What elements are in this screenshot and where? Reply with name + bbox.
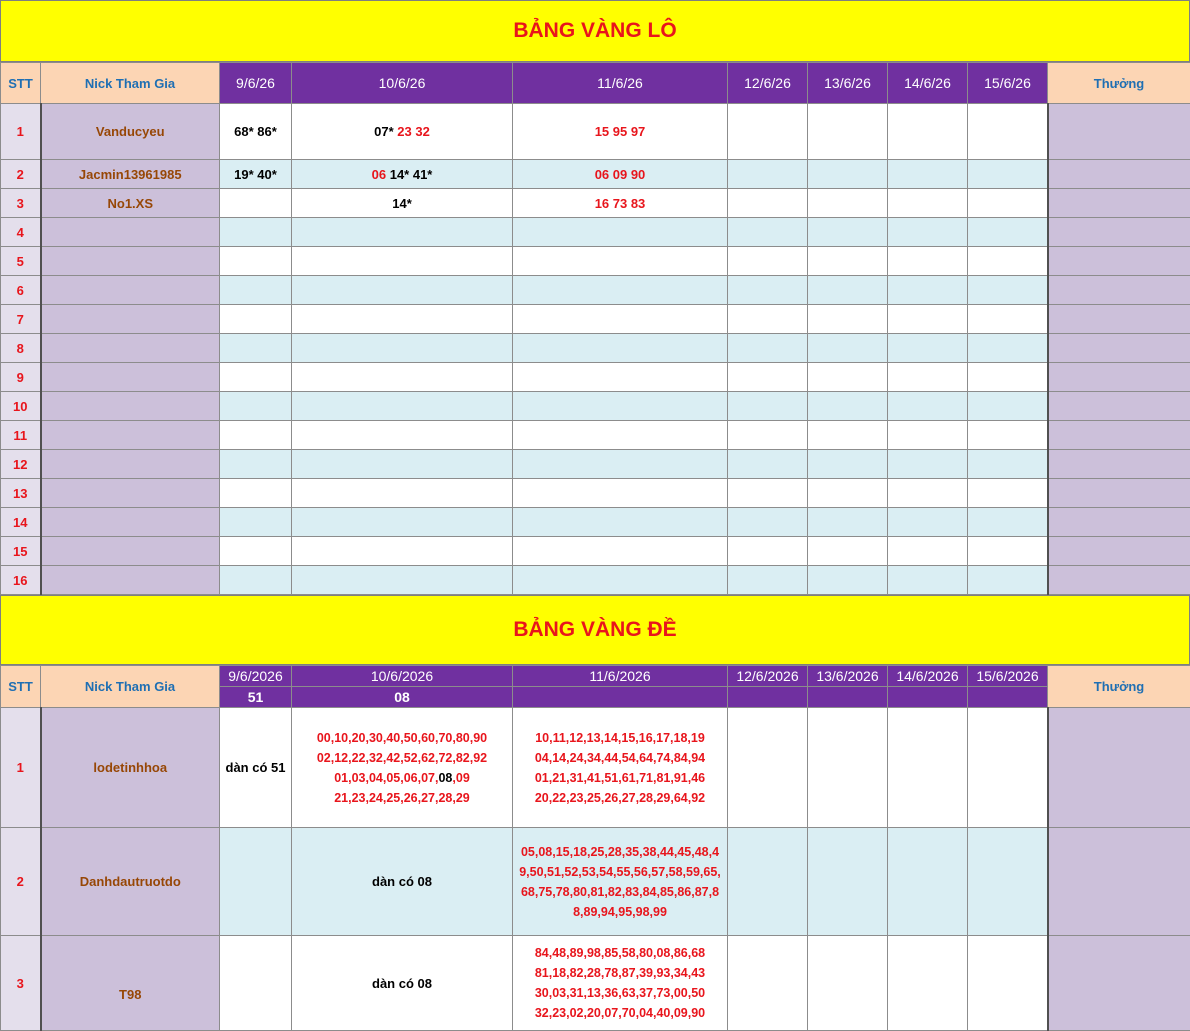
row-prize	[1048, 708, 1190, 828]
table-row	[1, 566, 1190, 595]
row-prize	[1048, 936, 1190, 1031]
de-header-nick: Nick Tham Gia	[41, 666, 220, 708]
row-prize	[1048, 566, 1190, 595]
de-result: 51	[220, 687, 292, 708]
number-line: 02,12,22,32,42,52,62,72,82,92	[316, 750, 488, 765]
table-row	[1, 104, 1190, 160]
cell-empty	[220, 828, 292, 936]
cell-empty	[808, 104, 888, 160]
cell-empty	[513, 305, 728, 334]
cell-empty	[220, 450, 292, 479]
lo-header-nick: Nick Tham Gia	[41, 63, 220, 104]
number-line: 68,75,78,80,81,82,83,84,85,86,87,8	[520, 884, 720, 899]
cell-empty	[888, 450, 968, 479]
cell-empty	[888, 421, 968, 450]
row-nick	[41, 479, 220, 508]
cell-empty	[968, 392, 1048, 421]
cell-empty	[968, 828, 1048, 936]
cell-empty	[292, 276, 513, 305]
row-nick	[41, 334, 220, 363]
lo-header-stt: STT	[1, 63, 41, 104]
cell-9-6: 19* 40*	[220, 160, 292, 189]
row-stt: 16	[1, 566, 41, 595]
lo-header-row	[1, 63, 1190, 104]
row-stt: 13	[1, 479, 41, 508]
row-nick: T98	[41, 936, 220, 1031]
de-result	[808, 687, 888, 708]
table-row	[1, 218, 1190, 247]
cell-empty	[968, 276, 1048, 305]
de-header-date: 15/6/2026	[968, 666, 1048, 687]
row-prize	[1048, 305, 1190, 334]
row-stt: 2	[1, 160, 41, 189]
row-nick: Jacmin13961985	[41, 160, 220, 189]
cell-empty	[292, 450, 513, 479]
row-prize	[1048, 828, 1190, 936]
cell-empty	[808, 189, 888, 218]
number-line: 8,89,94,95,98,99	[573, 904, 667, 919]
cell-empty	[808, 450, 888, 479]
cell-empty	[292, 537, 513, 566]
cell-empty	[513, 479, 728, 508]
cell-empty	[220, 566, 292, 595]
cell-empty	[968, 708, 1048, 828]
row-prize	[1048, 363, 1190, 392]
cell-empty	[968, 566, 1048, 595]
row-nick	[41, 537, 220, 566]
row-stt: 5	[1, 247, 41, 276]
cell-empty	[808, 363, 888, 392]
cell-empty	[728, 276, 808, 305]
cell-10-6	[292, 104, 513, 160]
row-prize	[1048, 508, 1190, 537]
number-line: 32,23,02,20,07,70,04,40,09,90	[534, 1006, 706, 1020]
cell-empty	[292, 334, 513, 363]
cell-empty	[888, 305, 968, 334]
cell-empty	[728, 218, 808, 247]
de-header-row	[1, 666, 1190, 687]
row-stt: 4	[1, 218, 41, 247]
cell-empty	[968, 218, 1048, 247]
row-prize	[1048, 160, 1190, 189]
cell-empty	[888, 160, 968, 189]
cell-text-red: 06	[371, 166, 387, 182]
table-row	[1, 334, 1190, 363]
de-header-prize: Thưởng	[1048, 666, 1190, 708]
row-nick	[41, 392, 220, 421]
row-stt: 8	[1, 334, 41, 363]
cell-empty	[808, 508, 888, 537]
cell-empty	[728, 392, 808, 421]
cell-empty	[728, 104, 808, 160]
row-nick	[41, 566, 220, 595]
cell-11-6	[513, 828, 728, 936]
cell-11-6: 15 95 97	[513, 104, 728, 160]
cell-empty	[808, 828, 888, 936]
cell-empty	[220, 276, 292, 305]
cell-empty	[808, 247, 888, 276]
cell-empty	[808, 305, 888, 334]
cell-empty	[888, 566, 968, 595]
cell-text-black: 07*	[374, 124, 394, 139]
cell-empty	[220, 479, 292, 508]
lo-header-date: 9/6/26	[220, 63, 292, 104]
row-prize	[1048, 218, 1190, 247]
lo-title: BẢNG VÀNG LÔ	[513, 19, 677, 42]
cell-empty	[888, 276, 968, 305]
cell-empty	[888, 104, 968, 160]
cell-11-6	[513, 708, 728, 828]
table-row	[1, 421, 1190, 450]
table-row	[1, 392, 1190, 421]
cell-empty	[888, 392, 968, 421]
de-header-stt: STT	[1, 666, 41, 708]
cell-empty	[728, 566, 808, 595]
cell-10-6	[292, 708, 513, 828]
cell-empty	[888, 537, 968, 566]
cell-empty	[220, 508, 292, 537]
lo-header-prize: Thưởng	[1048, 63, 1190, 104]
row-prize	[1048, 189, 1190, 218]
de-header-date: 11/6/2026	[513, 666, 728, 687]
number-line: 81,18,82,28,78,87,39,93,34,43	[534, 966, 706, 980]
number-line: 00,10,20,30,40,50,60,70,80,90	[316, 730, 488, 745]
cell-empty	[292, 305, 513, 334]
cell-empty	[513, 421, 728, 450]
cell-empty	[888, 708, 968, 828]
cell-empty	[513, 392, 728, 421]
row-stt: 11	[1, 421, 41, 450]
cell-empty	[968, 479, 1048, 508]
row-stt: 12	[1, 450, 41, 479]
lo-header-date: 12/6/26	[728, 63, 808, 104]
table-row	[1, 363, 1190, 392]
lo-header-date: 15/6/26	[968, 63, 1048, 104]
cell-empty	[220, 936, 292, 1031]
number-line	[292, 768, 512, 788]
number-line: 9,50,51,52,53,54,55,56,57,58,59,65,	[519, 864, 721, 879]
row-prize	[1048, 247, 1190, 276]
cell-empty	[808, 276, 888, 305]
cell-empty	[292, 421, 513, 450]
row-prize	[1048, 450, 1190, 479]
row-nick	[41, 276, 220, 305]
cell-empty	[968, 104, 1048, 160]
row-nick	[41, 305, 220, 334]
cell-empty	[968, 305, 1048, 334]
cell-empty	[968, 160, 1048, 189]
number-line: 84,48,89,98,85,58,80,08,86,68	[534, 946, 706, 960]
de-table	[0, 665, 1190, 1031]
row-nick	[41, 363, 220, 392]
de-header-date: 10/6/2026	[292, 666, 513, 687]
row-nick	[41, 508, 220, 537]
row-stt: 6	[1, 276, 41, 305]
cell-empty	[728, 247, 808, 276]
cell-empty	[808, 392, 888, 421]
cell-empty	[728, 363, 808, 392]
table-row	[1, 936, 1190, 1031]
cell-empty	[808, 421, 888, 450]
row-nick: No1.XS	[41, 189, 220, 218]
cell-11-6: 06 09 90	[513, 160, 728, 189]
cell-10-6: dàn có 08	[292, 828, 513, 936]
cell-empty	[808, 160, 888, 189]
lo-header-date: 13/6/26	[808, 63, 888, 104]
cell-empty	[292, 218, 513, 247]
table-row	[1, 276, 1190, 305]
lo-title-bar	[0, 0, 1190, 62]
table-row	[1, 160, 1190, 189]
cell-empty	[220, 334, 292, 363]
cell-empty	[808, 537, 888, 566]
cell-empty	[513, 247, 728, 276]
row-prize	[1048, 479, 1190, 508]
row-prize	[1048, 537, 1190, 566]
cell-text-red: 23 32	[397, 124, 430, 139]
cell-9-6: 68* 86*	[220, 104, 292, 160]
cell-10-6	[292, 160, 513, 189]
cell-empty	[513, 363, 728, 392]
cell-11-6	[513, 936, 728, 1031]
cell-empty	[968, 421, 1048, 450]
row-nick	[41, 450, 220, 479]
cell-empty	[220, 537, 292, 566]
row-nick: Danhdautruotdo	[41, 828, 220, 936]
table-row	[1, 189, 1190, 218]
cell-empty	[888, 247, 968, 276]
row-stt: 15	[1, 537, 41, 566]
number-line: 30,03,31,13,36,63,37,73,00,50	[534, 986, 706, 1000]
row-stt: 3	[1, 936, 41, 1031]
de-result	[513, 687, 728, 708]
cell-empty	[808, 566, 888, 595]
number-line: 20,22,23,25,26,27,28,29,64,92	[534, 790, 706, 805]
cell-empty	[292, 479, 513, 508]
number-line: 01,21,31,41,51,61,71,81,91,46	[534, 770, 706, 785]
cell-11-6: 16 73 83	[513, 189, 728, 218]
cell-empty	[968, 450, 1048, 479]
cell-empty	[728, 936, 808, 1031]
cell-empty	[292, 247, 513, 276]
cell-empty	[220, 305, 292, 334]
de-result: 08	[292, 687, 513, 708]
cell-empty	[220, 247, 292, 276]
cell-empty	[968, 508, 1048, 537]
number-hit: 08	[438, 770, 453, 785]
cell-empty	[728, 334, 808, 363]
cell-text-black: 14* 41*	[389, 166, 433, 182]
cell-empty	[888, 479, 968, 508]
cell-10-6: 14*	[292, 189, 513, 218]
cell-empty	[808, 479, 888, 508]
lo-header-date: 11/6/26	[513, 63, 728, 104]
row-prize	[1048, 392, 1190, 421]
cell-empty	[728, 828, 808, 936]
de-header-date: 14/6/2026	[888, 666, 968, 687]
row-nick: lodetinhhoa	[41, 708, 220, 828]
cell-empty	[292, 508, 513, 537]
table-row	[1, 537, 1190, 566]
row-nick	[41, 421, 220, 450]
cell-empty	[728, 421, 808, 450]
table-row	[1, 450, 1190, 479]
de-header-date: 12/6/2026	[728, 666, 808, 687]
lo-header-date: 10/6/26	[292, 63, 513, 104]
table-row	[1, 247, 1190, 276]
de-title-bar	[0, 595, 1190, 665]
cell-empty	[968, 936, 1048, 1031]
lo-header-date: 14/6/26	[888, 63, 968, 104]
cell-empty	[808, 334, 888, 363]
row-stt: 2	[1, 828, 41, 936]
number-line: 05,08,15,18,25,28,35,38,44,45,48,4	[520, 844, 720, 859]
number-line: 10,11,12,13,14,15,16,17,18,19	[535, 730, 705, 745]
row-nick: Vanducyeu	[41, 104, 220, 160]
cell-empty	[220, 421, 292, 450]
cell-empty	[513, 450, 728, 479]
cell-empty	[888, 334, 968, 363]
row-prize	[1048, 421, 1190, 450]
cell-empty	[888, 218, 968, 247]
row-prize	[1048, 334, 1190, 363]
cell-empty	[808, 708, 888, 828]
number-text: ,09	[452, 770, 470, 785]
row-stt: 1	[1, 708, 41, 828]
number-text: 01,03,04,05,06,07,	[334, 770, 439, 785]
table-row	[1, 508, 1190, 537]
cell-empty	[220, 363, 292, 392]
cell-empty	[728, 479, 808, 508]
de-header-date: 13/6/2026	[808, 666, 888, 687]
cell-empty	[513, 566, 728, 595]
cell-9-6	[220, 189, 292, 218]
cell-empty	[513, 537, 728, 566]
row-nick	[41, 247, 220, 276]
cell-empty	[513, 276, 728, 305]
cell-empty	[292, 566, 513, 595]
table-row	[1, 828, 1190, 936]
cell-empty	[292, 392, 513, 421]
row-nick	[41, 218, 220, 247]
cell-empty	[728, 305, 808, 334]
de-header-date: 9/6/2026	[220, 666, 292, 687]
row-prize	[1048, 276, 1190, 305]
cell-empty	[888, 363, 968, 392]
cell-empty	[728, 160, 808, 189]
cell-empty	[968, 537, 1048, 566]
row-stt: 10	[1, 392, 41, 421]
cell-empty	[968, 334, 1048, 363]
row-stt: 1	[1, 104, 41, 160]
cell-empty	[220, 218, 292, 247]
cell-empty	[888, 828, 968, 936]
cell-9-6: dàn có 51	[220, 708, 292, 828]
cell-empty	[728, 708, 808, 828]
de-title: BẢNG VÀNG ĐỀ	[513, 618, 677, 641]
cell-empty	[808, 218, 888, 247]
row-stt: 14	[1, 508, 41, 537]
row-stt: 7	[1, 305, 41, 334]
cell-empty	[968, 189, 1048, 218]
number-line: 04,14,24,34,44,54,64,74,84,94	[534, 750, 706, 765]
de-result	[728, 687, 808, 708]
cell-empty	[888, 936, 968, 1031]
table-row	[1, 708, 1190, 828]
cell-10-6: dàn có 08	[292, 936, 513, 1031]
cell-empty	[292, 363, 513, 392]
cell-empty	[888, 189, 968, 218]
cell-empty	[968, 363, 1048, 392]
cell-empty	[728, 508, 808, 537]
cell-empty	[513, 334, 728, 363]
row-stt: 9	[1, 363, 41, 392]
lo-table	[0, 62, 1190, 595]
cell-empty	[728, 189, 808, 218]
cell-empty	[968, 247, 1048, 276]
table-row	[1, 305, 1190, 334]
number-line: 21,23,24,25,26,27,28,29	[334, 790, 470, 805]
cell-empty	[513, 508, 728, 537]
cell-empty	[728, 537, 808, 566]
cell-empty	[728, 450, 808, 479]
de-result	[968, 687, 1048, 708]
table-row	[1, 479, 1190, 508]
cell-empty	[808, 936, 888, 1031]
cell-empty	[513, 218, 728, 247]
cell-empty	[220, 392, 292, 421]
de-result	[888, 687, 968, 708]
cell-empty	[888, 508, 968, 537]
row-stt: 3	[1, 189, 41, 218]
row-prize	[1048, 104, 1190, 160]
